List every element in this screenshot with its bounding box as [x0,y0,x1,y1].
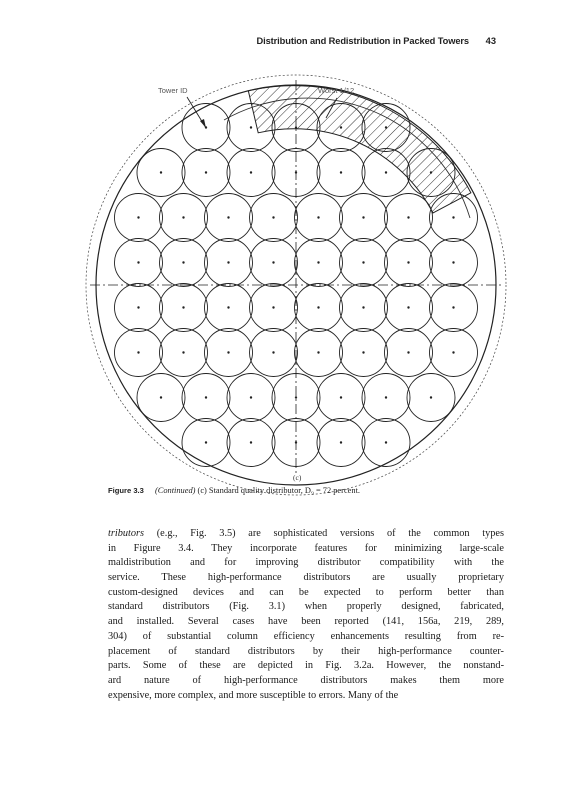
drip-point [385,171,387,173]
figure-panel-label: (c) [293,473,302,482]
body-line: parts. Some of these are depicted in Fig. 3.2a. However, the nonstand- [108,660,504,672]
drip-point [362,261,364,263]
drip-point [362,351,364,353]
drip-point [137,261,139,263]
label-tower-id: Tower ID [158,86,188,95]
drip-point [182,306,184,308]
drip-point [340,126,342,128]
drip-point [137,351,139,353]
caption-text: (c) Standard quality distributor, D₉ = 72 percent. [197,486,360,495]
body-line: custom-designed devices and can be expected to perform better than [108,586,504,598]
body-line: and installed. Several cases have been reported (141, 156a, 219, 289, [108,616,504,628]
drip-point [340,441,342,443]
body-line: tributors (e.g., Fig. 3.5) are sophisticated versions of the common types [108,528,504,539]
figure-caption [108,486,508,495]
drip-point [385,126,387,128]
body-line: in Figure 3.4. They incorporate features for minimizing large-scale [108,542,504,554]
drip-point [362,306,364,308]
drip-point [452,351,454,353]
body-line: placement of standard distributors by their high-performance counter- [108,645,504,657]
drip-point [340,396,342,398]
drip-point [182,261,184,263]
drip-point [205,171,207,173]
body-line: service. These high-performance distributors are usually proprietary [108,572,504,584]
drip-point [407,351,409,353]
drip-point [227,216,229,218]
drip-point [272,216,274,218]
running-head-title: Distribution and Redistribution in Packed Towers [256,36,469,46]
body-line: expensive, more complex, and more susceptible to errors. Many of the [108,689,399,701]
drip-point [160,171,162,173]
drip-point [407,261,409,263]
drip-point [227,261,229,263]
drip-point [205,441,207,443]
drip-point [317,261,319,263]
drip-point [430,171,432,173]
drip-point [227,306,229,308]
label-worst-sector: Worst 1/12 [318,86,355,95]
drip-point [407,216,409,218]
drip-point [250,171,252,173]
caption-continued: (Continued) [154,486,196,495]
drip-point [317,216,319,218]
drip-point [295,441,297,443]
body-line: maldistribution and for improving distributor compatibility with the [108,557,504,569]
drip-point [160,396,162,398]
drip-point [317,351,319,353]
drip-point [205,396,207,398]
drip-point [295,126,297,128]
body-line: standard distributors (Fig. 3.1) when properly designed, fabricated, [108,601,504,613]
body-paragraph [108,527,504,703]
drip-point [182,216,184,218]
drip-point [182,351,184,353]
drip-point [272,261,274,263]
drip-point [430,396,432,398]
drip-point [452,261,454,263]
drip-point [295,171,297,173]
figure-number: Figure 3.3 [108,486,144,495]
body-line: ard nature of high-performance distributors makes them more [108,674,504,686]
drip-point [250,126,252,128]
page-number: 43 [485,36,496,46]
drip-point [137,216,139,218]
drip-point [250,441,252,443]
drip-point [340,171,342,173]
drip-point [407,306,409,308]
drip-point [385,441,387,443]
drip-point [137,306,139,308]
drip-point [272,306,274,308]
body-line: 304) of substantial column efficiency enhancements resulting from re- [108,630,504,642]
drip-point [295,396,297,398]
drip-point [272,351,274,353]
drip-point [385,396,387,398]
drip-point [250,396,252,398]
drip-point [227,351,229,353]
drip-point [362,216,364,218]
drip-point [452,306,454,308]
drip-point [452,216,454,218]
drip-point [317,306,319,308]
